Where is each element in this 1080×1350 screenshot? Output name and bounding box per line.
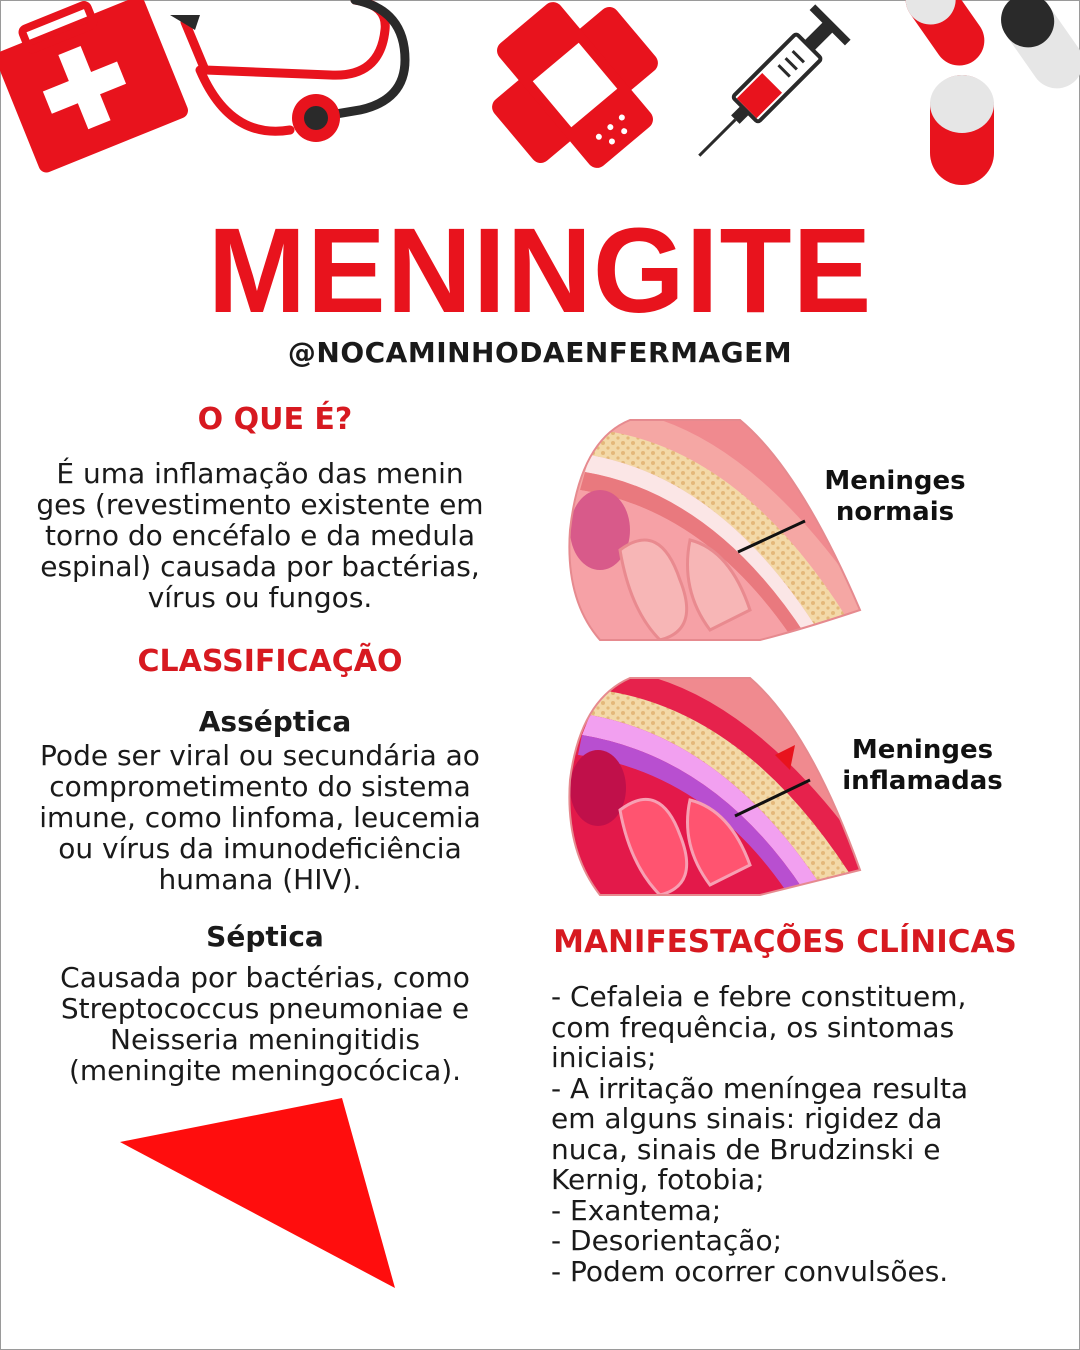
text-line: Neisseria meningitidis [110, 1023, 420, 1056]
aseptic-title: Asséptica [198, 705, 352, 738]
text-line: ges (revestimento existente em [36, 488, 484, 521]
text-line: vírus ou fungos. [147, 581, 373, 614]
list-item: - Cefaleia e febre constituem, [551, 980, 967, 1013]
septic-text [20, 962, 510, 1086]
classification-heading: CLASSIFICAÇÃO [137, 644, 403, 679]
stethoscope-icon [170, 0, 405, 142]
normal-meninges-label [800, 466, 990, 528]
author-handle: @NOCAMINHODAENFERMAGEM [287, 336, 793, 369]
text-line: ou vírus da imunodeficiência [58, 832, 462, 865]
list-item: - Desorientação; [551, 1224, 783, 1257]
text-line: comprometimento do sistema [49, 770, 471, 803]
label-line: inflamadas [842, 766, 1003, 796]
list-item: - Podem ocorrer convulsões. [551, 1254, 949, 1288]
list-item: nuca, sinais de Brudzinski e [551, 1132, 941, 1166]
normal-meninges-diagram [560, 410, 890, 650]
clinical-list [551, 982, 1051, 1287]
text-line: Causada por bactérias, como [60, 961, 470, 994]
label-line: Meninges [851, 735, 994, 765]
aseptic-text [20, 740, 500, 895]
page-title: MENINGITE [207, 203, 873, 339]
what-is-heading: O QUE É? [197, 402, 353, 437]
text-line: torno do encéfalo e da medula [44, 519, 476, 552]
list-item: com frequência, os sintomas [551, 1010, 955, 1044]
list-item: - A irritação meníngea resulta [551, 1071, 969, 1105]
label-line: Meninges [824, 466, 966, 496]
header-decorations [0, 0, 1080, 200]
label-line: normais [835, 497, 955, 527]
list-item: - Exantema; [551, 1193, 722, 1227]
text-line: Pode ser viral ou secundária ao [40, 739, 480, 772]
text-line: É uma inflamação das menin [56, 457, 464, 490]
bandage-cross-icon [462, 0, 687, 198]
triangle-shape [110, 1090, 410, 1290]
text-line: humana (HIV). [158, 863, 362, 896]
septic-title: Séptica [206, 920, 324, 953]
syringe-icon [682, 4, 851, 173]
what-is-text [20, 458, 500, 613]
list-item: iniciais; [551, 1041, 657, 1074]
text-line: (meningite meningocócica). [68, 1054, 462, 1087]
list-item: Kernig, fotobia; [551, 1163, 765, 1196]
clinical-heading: MANIFESTAÇÕES CLÍNICAS [553, 924, 1017, 960]
first-aid-kit-icon [0, 0, 190, 175]
inflamed-meninges-label [820, 735, 1025, 797]
text-line: imune, como linfoma, leucemia [39, 801, 481, 834]
list-item: em alguns sinais: rigidez da [551, 1102, 943, 1135]
text-line: Streptococcus pneumoniae e [60, 992, 470, 1025]
pill-capsule-icon [896, 0, 1080, 185]
text-line: espinal) causada por bactérias, [40, 550, 480, 583]
